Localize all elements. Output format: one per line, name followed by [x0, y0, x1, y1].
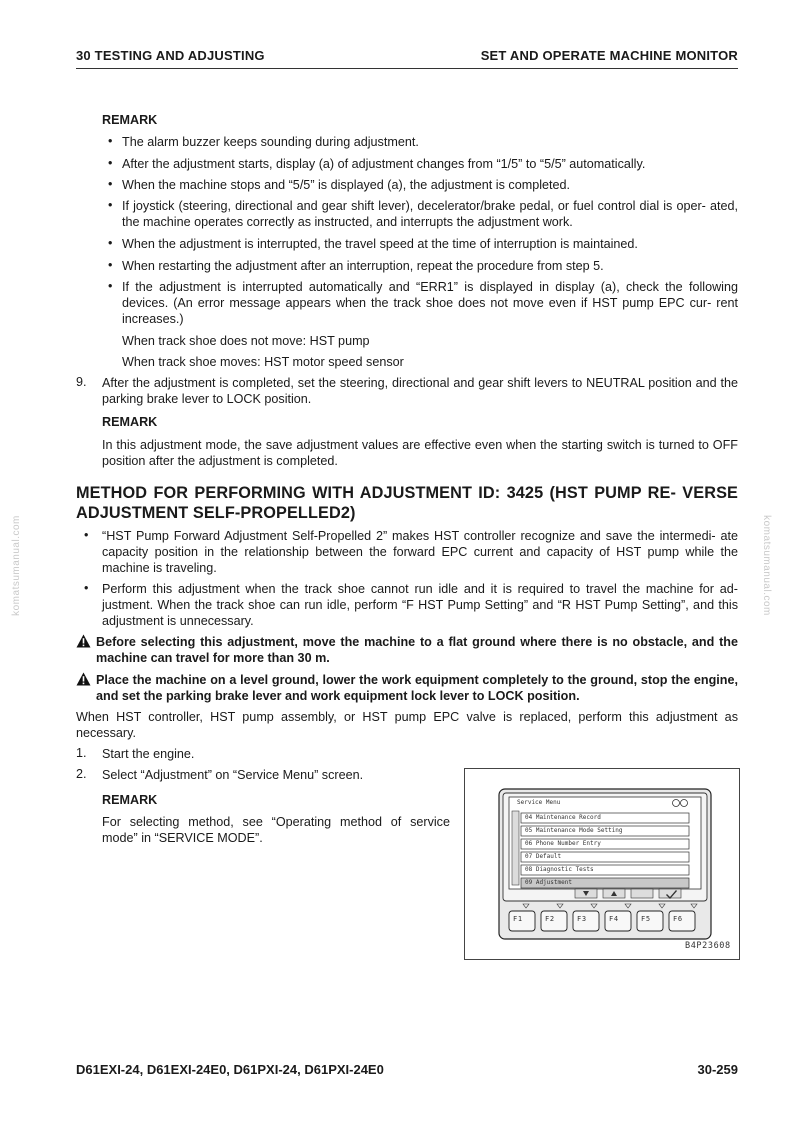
bullet-marker: •	[108, 134, 113, 148]
menu-item-selected: 09 Adjustment	[525, 879, 572, 886]
step-number: 2.	[76, 767, 87, 781]
step-number: 9.	[76, 375, 87, 389]
bullet-marker: •	[108, 156, 113, 170]
bullet-marker: •	[108, 236, 113, 250]
warning-text: Place the machine on a level ground, lower the work equipment completely to the ground, stop the engine, and set the parking brake lever and work equipment lock lever to LOCK position.	[96, 673, 738, 703]
step-text: Start the engine.	[102, 747, 195, 761]
menu-item: 04 Maintenance Record	[525, 814, 601, 821]
remark-text: For selecting method, see “Operating method of service mode” in “SERVICE MODE”.	[102, 815, 450, 845]
footer-models: D61EXI-24, D61EXI-24E0, D61PXI-24, D61PXI-24E0	[76, 1062, 384, 1077]
menu-item: 05 Maintenance Mode Setting	[525, 827, 623, 834]
sub-line: When track shoe does not move: HST pump	[122, 334, 370, 348]
bullet-marker: •	[108, 258, 113, 272]
sub-line: When track shoe moves: HST motor speed sensor	[122, 355, 404, 369]
remark-title: REMARK	[102, 415, 158, 429]
figure-code: B4P23608	[685, 941, 731, 951]
function-key-label: F2	[545, 915, 555, 923]
function-key-label: F3	[577, 915, 587, 923]
bullet-marker: •	[108, 279, 113, 293]
bullet-item: After the adjustment starts, display (a) of adjustment changes from “1/5” to “5/5” automatically.	[122, 157, 646, 171]
header-rule	[76, 68, 738, 69]
function-key-label: F6	[673, 915, 683, 923]
bullet-marker: •	[108, 177, 113, 191]
function-key-label: F5	[641, 915, 651, 923]
monitor-figure	[464, 768, 740, 960]
warning-text: Before selecting this adjustment, move the machine to a flat ground where there is no obstacle, and the machine can travel for more than 30 m.	[96, 635, 738, 665]
bullet-item: When the machine stops and “5/5” is displayed (a), the adjustment is completed.	[122, 178, 571, 192]
bullet-marker: •	[84, 581, 89, 595]
bullet-marker: •	[108, 198, 113, 212]
bullet-item: When the adjustment is interrupted, the travel speed at the time of interruption is maintained.	[122, 237, 638, 251]
step-text: After the adjustment is completed, set the steering, directional and gear shift levers to NEUTRAL position and the parking brake lever to LOCK position.	[102, 376, 738, 406]
watermark-left: komatsumanual.com	[10, 515, 22, 616]
remark-text: In this adjustment mode, the save adjustment values are effective even when the starting switch is turned to OFF position after the adjustment is completed.	[102, 438, 738, 468]
screen-title: Service Menu	[517, 799, 561, 806]
remark-title: REMARK	[102, 113, 158, 127]
warning-icon	[76, 672, 91, 686]
function-key-label: F1	[513, 915, 523, 923]
bullet-marker: •	[84, 528, 89, 542]
watermark-right: komatsumanual.com	[760, 515, 772, 616]
function-key-label: F4	[609, 915, 619, 923]
warning-icon	[76, 634, 91, 648]
menu-item: 08 Diagnostic Tests	[525, 866, 594, 873]
monitor-illustration	[465, 769, 739, 959]
step-number: 1.	[76, 746, 87, 760]
menu-item: 06 Phone Number Entry	[525, 840, 601, 847]
step-text: Select “Adjustment” on “Service Menu” screen.	[102, 768, 364, 782]
bullet-item: The alarm buzzer keeps sounding during adjustment.	[122, 135, 419, 149]
remark-title: REMARK	[102, 793, 158, 807]
page-number: 30-259	[697, 1062, 738, 1077]
bullet-item: If the adjustment is interrupted automatically and “ERR1” is displayed in display (a), check the following devices. (An error message appears when the track shoe does not move even if HST pump EPC cur- rent increases.)	[122, 280, 738, 326]
section-bullet: “HST Pump Forward Adjustment Self-Propelled 2” makes HST controller recognize and save the intermedi- ate capacity position in the relationship between the forward EPC current and capacity of HST pump while the machine is traveling.	[102, 529, 738, 575]
header-page-topic: SET AND OPERATE MACHINE MONITOR	[480, 48, 738, 63]
section-bullet: Perform this adjustment when the track shoe cannot run idle and it is required to travel the machine for ad- justment. When the track shoe can run idle, perform “F HST Pump Setting” and “R HST Pump Setting”, and this adjustment is unnecessary.	[102, 582, 738, 628]
intro-paragraph: When HST controller, HST pump assembly, or HST pump EPC valve is replaced, perform this adjustment as necessary.	[76, 710, 738, 740]
bullet-item: If joystick (steering, directional and gear shift lever), decelerator/brake pedal, or fuel control dial is oper- ated, the machine operates correctly as instructed, and interrupts the adjustment work.	[122, 199, 738, 229]
header-section-title: 30 TESTING AND ADJUSTING	[76, 48, 265, 63]
menu-item: 07 Default	[525, 853, 562, 860]
bullet-item: When restarting the adjustment after an interruption, repeat the procedure from step 5.	[122, 259, 604, 273]
section-heading: METHOD FOR PERFORMING WITH ADJUSTMENT ID: 3425 (HST PUMP RE- VERSE ADJUSTMENT SELF-PROPELLED2)	[76, 484, 738, 522]
